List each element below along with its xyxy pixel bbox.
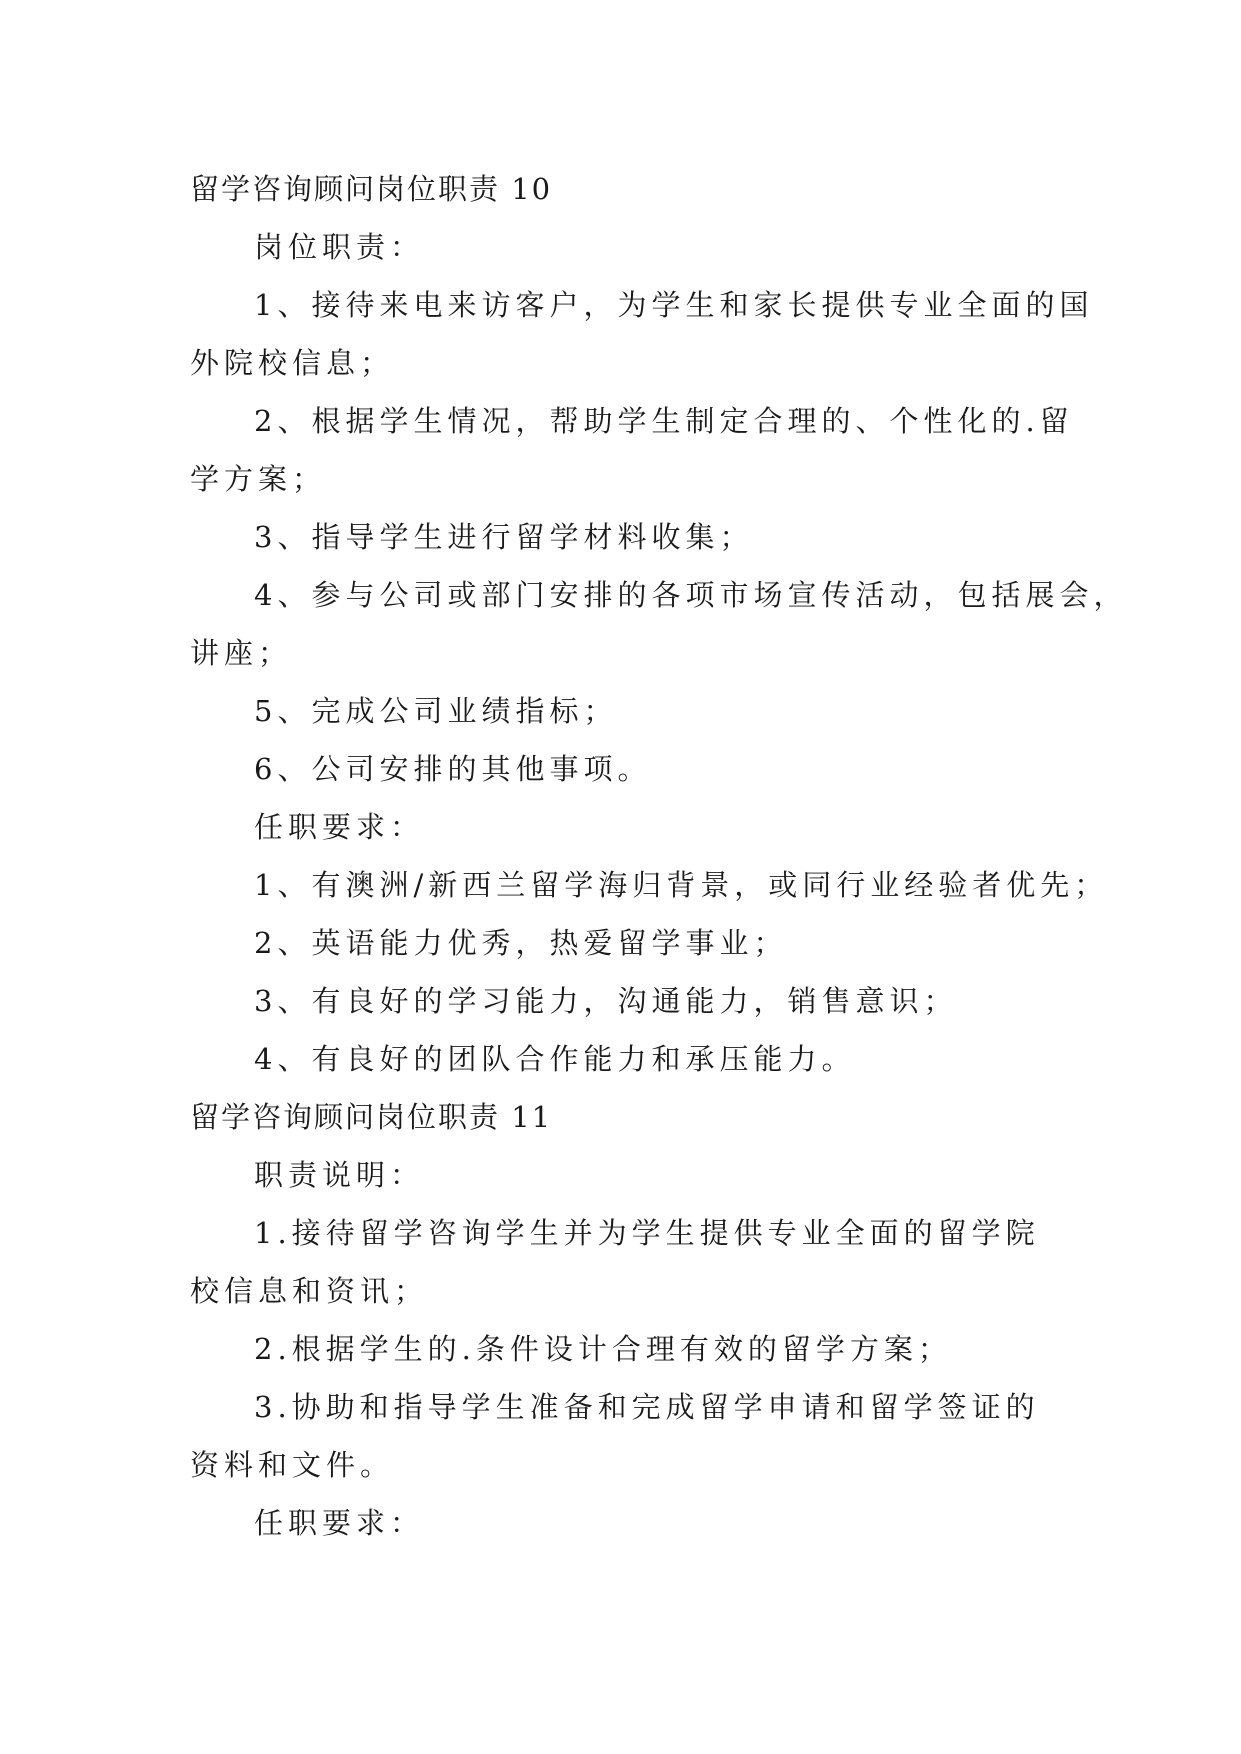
paragraph-line: 2、根据学生情况，帮助学生制定合理的、个性化的.留 bbox=[254, 404, 1074, 438]
paragraph-line: 3、有良好的学习能力，沟通能力，销售意识； bbox=[254, 984, 958, 1018]
section-heading: 留学咨询顾问岗位职责 11 bbox=[190, 1100, 553, 1134]
paragraph-line: 讲座； bbox=[190, 636, 293, 670]
paragraph-line: 3、指导学生进行留学材料收集； bbox=[254, 520, 754, 554]
paragraph-line: 2.根据学生的.条件设计合理有效的留学方案； bbox=[254, 1332, 952, 1366]
paragraph-line: 学方案； bbox=[190, 462, 327, 496]
paragraph-line: 1、接待来电来访客户，为学生和家长提供专业全面的国 bbox=[254, 288, 1094, 322]
paragraph-line: 外院校信息； bbox=[190, 346, 395, 380]
subheading-responsibilities: 岗位职责： bbox=[254, 230, 425, 264]
paragraph-line: 资料和文件。 bbox=[190, 1448, 395, 1482]
paragraph-line: 2、英语能力优秀，热爱留学事业； bbox=[254, 926, 788, 960]
paragraph-line: 3.协助和指导学生准备和完成留学申请和留学签证的 bbox=[254, 1390, 1040, 1424]
paragraph-line: 5、完成公司业绩指标； bbox=[254, 694, 618, 728]
paragraph-line: 4、有良好的团队合作能力和承压能力。 bbox=[254, 1042, 856, 1076]
paragraph-line: 1、有澳洲/新西兰留学海归背景，或同行业经验者优先； bbox=[254, 868, 1109, 902]
section-heading: 留学咨询顾问岗位职责 10 bbox=[190, 172, 553, 206]
paragraph-line: 4、参与公司或部门安排的各项市场宣传活动，包括展会， bbox=[254, 578, 1128, 612]
document-body bbox=[190, 160, 1128, 1552]
subheading-duties: 职责说明： bbox=[254, 1158, 425, 1192]
paragraph-line: 1.接待留学咨询学生并为学生提供专业全面的留学院 bbox=[254, 1216, 1040, 1250]
paragraph-line: 6、公司安排的其他事项。 bbox=[254, 752, 652, 786]
subheading-requirements: 任职要求： bbox=[254, 1506, 425, 1540]
subheading-requirements: 任职要求： bbox=[254, 810, 425, 844]
paragraph-line: 校信息和资讯； bbox=[190, 1274, 429, 1308]
